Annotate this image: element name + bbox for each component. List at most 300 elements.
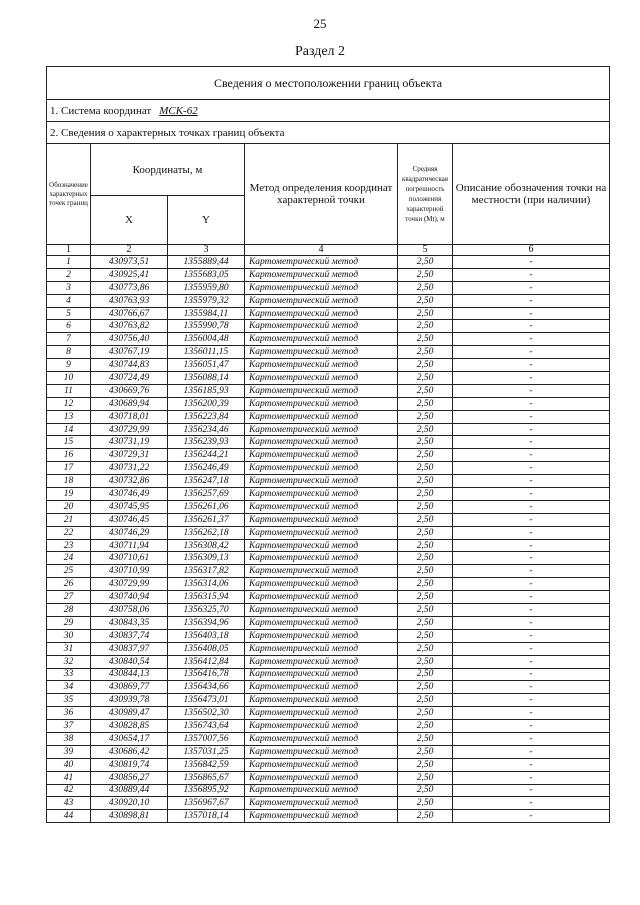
description-cell: - [453,694,610,707]
table-row [47,771,610,784]
point-number-cell: 8 [47,346,91,359]
y-coordinate-cell: 1356004,48 [168,333,245,346]
x-coordinate-cell: 430763,82 [91,320,168,333]
x-coordinate-cell: 430939,78 [91,694,168,707]
x-coordinate-cell: 430740,94 [91,591,168,604]
description-cell: - [453,732,610,745]
y-coordinate-cell: 1356308,42 [168,539,245,552]
error-cell: 2,50 [398,475,453,488]
point-number-cell: 38 [47,732,91,745]
table-row [47,591,610,604]
x-coordinate-cell: 430844,13 [91,668,168,681]
point-number-cell: 20 [47,500,91,513]
point-number-cell: 25 [47,565,91,578]
description-cell: - [453,513,610,526]
method-cell: Картометрический метод [245,565,398,578]
error-cell: 2,50 [398,810,453,823]
method-cell: Картометрический метод [245,281,398,294]
y-coordinate-cell: 1356842,59 [168,758,245,771]
point-number-cell: 15 [47,436,91,449]
x-coordinate-cell: 430746,49 [91,488,168,501]
y-coordinate-cell: 1356895,92 [168,784,245,797]
points-section-title: 2. Сведения о характерных точках границ объекта [47,122,610,144]
y-coordinate-cell: 1356011,15 [168,346,245,359]
point-number-cell: 4 [47,294,91,307]
x-coordinate-cell: 430925,41 [91,268,168,281]
y-coordinate-cell: 1357007,56 [168,732,245,745]
description-cell: - [453,771,610,784]
table-row [47,372,610,385]
y-coordinate-cell: 1357018,14 [168,810,245,823]
table-row [47,320,610,333]
table-row [47,784,610,797]
y-coordinate-cell: 1356246,49 [168,462,245,475]
point-number-cell: 30 [47,629,91,642]
x-coordinate-cell: 430840,54 [91,655,168,668]
table-row [47,436,610,449]
column-number: 1 [47,245,91,256]
y-coordinate-cell: 1356244,21 [168,449,245,462]
method-cell: Картометрический метод [245,294,398,307]
y-coordinate-cell: 1356743,64 [168,720,245,733]
error-cell: 2,50 [398,423,453,436]
point-number-cell: 39 [47,745,91,758]
y-coordinate-cell: 1355979,32 [168,294,245,307]
x-coordinate-cell: 430756,40 [91,333,168,346]
y-coordinate-cell: 1356051,47 [168,359,245,372]
error-cell: 2,50 [398,552,453,565]
y-coordinate-cell: 1356315,94 [168,591,245,604]
error-cell: 2,50 [398,732,453,745]
description-cell: - [453,668,610,681]
method-cell: Картометрический метод [245,629,398,642]
method-cell: Картометрический метод [245,578,398,591]
error-cell: 2,50 [398,591,453,604]
description-cell: - [453,307,610,320]
description-cell: - [453,268,610,281]
description-cell: - [453,526,610,539]
y-coordinate-cell: 1356314,06 [168,578,245,591]
table-row [47,449,610,462]
description-cell: - [453,758,610,771]
description-cell: - [453,449,610,462]
description-cell: - [453,423,610,436]
table-row [47,604,610,617]
method-cell: Картометрический метод [245,655,398,668]
y-coordinate-cell: 1356434,66 [168,681,245,694]
method-cell: Картометрический метод [245,397,398,410]
y-coordinate-cell: 1356185,93 [168,384,245,397]
table-row [47,668,610,681]
error-cell: 2,50 [398,539,453,552]
y-coordinate-cell: 1356088,14 [168,372,245,385]
error-cell: 2,50 [398,616,453,629]
column-number: 3 [168,245,245,256]
table-row [47,423,610,436]
error-cell: 2,50 [398,397,453,410]
error-cell: 2,50 [398,294,453,307]
method-cell: Картометрический метод [245,668,398,681]
description-cell: - [453,629,610,642]
method-cell: Картометрический метод [245,810,398,823]
y-coordinate-cell: 1356967,67 [168,797,245,810]
table-row [47,346,610,359]
x-coordinate-cell: 430973,51 [91,256,168,269]
error-cell: 2,50 [398,526,453,539]
point-number-cell: 29 [47,616,91,629]
table-row [47,526,610,539]
error-cell: 2,50 [398,500,453,513]
method-cell: Картометрический метод [245,384,398,397]
x-coordinate-cell: 430689,94 [91,397,168,410]
point-number-cell: 22 [47,526,91,539]
table-row [47,513,610,526]
y-coordinate-cell: 1356200,39 [168,397,245,410]
error-cell: 2,50 [398,462,453,475]
x-coordinate-cell: 430731,22 [91,462,168,475]
method-cell: Картометрический метод [245,694,398,707]
description-cell: - [453,372,610,385]
error-cell: 2,50 [398,629,453,642]
point-number-cell: 7 [47,333,91,346]
point-number-cell: 27 [47,591,91,604]
y-coordinate-cell: 1356309,13 [168,552,245,565]
page-number: 25 [313,16,327,31]
error-cell: 2,50 [398,268,453,281]
point-number-cell: 18 [47,475,91,488]
description-cell: - [453,616,610,629]
y-coordinate-cell: 1356408,05 [168,642,245,655]
point-number-cell: 2 [47,268,91,281]
header-y: Y [168,196,245,245]
y-coordinate-cell: 1356257,69 [168,488,245,501]
point-number-cell: 9 [47,359,91,372]
method-cell: Картометрический метод [245,591,398,604]
y-coordinate-cell: 1357031,25 [168,745,245,758]
table-row [47,500,610,513]
description-cell: - [453,720,610,733]
y-coordinate-cell: 1356317,82 [168,565,245,578]
method-cell: Картометрический метод [245,307,398,320]
description-cell: - [453,397,610,410]
table-row [47,268,610,281]
x-coordinate-cell: 430869,77 [91,681,168,694]
point-number-cell: 11 [47,384,91,397]
description-cell: - [453,462,610,475]
x-coordinate-cell: 430763,93 [91,294,168,307]
column-number: 2 [91,245,168,256]
table-row [47,307,610,320]
error-cell: 2,50 [398,384,453,397]
point-number-cell: 6 [47,320,91,333]
y-coordinate-cell: 1355990,78 [168,320,245,333]
description-cell: - [453,745,610,758]
description-cell: - [453,578,610,591]
x-coordinate-cell: 430729,99 [91,578,168,591]
point-number-cell: 24 [47,552,91,565]
header-description: Описание обозначения точки на местности (при наличии) [453,144,610,245]
description-cell: - [453,475,610,488]
point-number-cell: 31 [47,642,91,655]
x-coordinate-cell: 430856,27 [91,771,168,784]
table-row [47,384,610,397]
table-row [47,552,610,565]
method-cell: Картометрический метод [245,720,398,733]
x-coordinate-cell: 430729,31 [91,449,168,462]
y-coordinate-cell: 1356502,30 [168,707,245,720]
error-cell: 2,50 [398,333,453,346]
method-cell: Картометрический метод [245,604,398,617]
header-designation: Обозначение характерных точек границ [47,144,91,245]
table-row [47,797,610,810]
error-cell: 2,50 [398,797,453,810]
coordinate-system-row [47,100,610,122]
point-number-cell: 13 [47,410,91,423]
header-x: X [91,196,168,245]
x-coordinate-cell: 430711,94 [91,539,168,552]
y-coordinate-cell: 1356412,84 [168,655,245,668]
method-cell: Картометрический метод [245,552,398,565]
y-coordinate-cell: 1356234,46 [168,423,245,436]
description-cell: - [453,539,610,552]
error-cell: 2,50 [398,320,453,333]
method-cell: Картометрический метод [245,513,398,526]
column-numbers-row [47,245,610,256]
x-coordinate-cell: 430731,19 [91,436,168,449]
method-cell: Картометрический метод [245,488,398,501]
table-row [47,410,610,423]
point-number-cell: 26 [47,578,91,591]
y-coordinate-cell: 1356403,18 [168,629,245,642]
error-cell: 2,50 [398,410,453,423]
section-title: Раздел 2 [294,44,346,59]
description-cell: - [453,281,610,294]
table-row [47,707,610,720]
description-cell: - [453,591,610,604]
header-error: Средняя квадратическая погрешность положения характерной точки (Mt), м [398,144,453,245]
point-number-cell: 23 [47,539,91,552]
table-row [47,629,610,642]
y-coordinate-cell: 1356223,84 [168,410,245,423]
description-cell: - [453,256,610,269]
table-row [47,694,610,707]
point-number-cell: 34 [47,681,91,694]
x-coordinate-cell: 430745,95 [91,500,168,513]
y-coordinate-cell: 1355889,44 [168,256,245,269]
y-coordinate-cell: 1356262,18 [168,526,245,539]
error-cell: 2,50 [398,681,453,694]
description-cell: - [453,604,610,617]
x-coordinate-cell: 430819,74 [91,758,168,771]
error-cell: 2,50 [398,707,453,720]
point-number-cell: 5 [47,307,91,320]
description-cell: - [453,655,610,668]
y-coordinate-cell: 1356239,93 [168,436,245,449]
error-cell: 2,50 [398,488,453,501]
method-cell: Картометрический метод [245,797,398,810]
table-row [47,565,610,578]
description-cell: - [453,681,610,694]
error-cell: 2,50 [398,346,453,359]
point-number-cell: 35 [47,694,91,707]
point-number-cell: 32 [47,655,91,668]
error-cell: 2,50 [398,745,453,758]
error-cell: 2,50 [398,758,453,771]
x-coordinate-cell: 430710,61 [91,552,168,565]
x-coordinate-cell: 430828,85 [91,720,168,733]
coordinate-system-value: МСК-62 [159,104,198,117]
table-row [47,578,610,591]
description-cell: - [453,565,610,578]
method-cell: Картометрический метод [245,526,398,539]
table-row [47,462,610,475]
error-cell: 2,50 [398,720,453,733]
x-coordinate-cell: 430669,76 [91,384,168,397]
point-number-cell: 3 [47,281,91,294]
method-cell: Картометрический метод [245,771,398,784]
y-coordinate-cell: 1356865,67 [168,771,245,784]
table-row [47,745,610,758]
method-cell: Картометрический метод [245,346,398,359]
table-row [47,359,610,372]
method-cell: Картометрический метод [245,681,398,694]
point-number-cell: 40 [47,758,91,771]
description-cell: - [453,436,610,449]
y-coordinate-cell: 1356261,37 [168,513,245,526]
method-cell: Картометрический метод [245,372,398,385]
point-number-cell: 37 [47,720,91,733]
error-cell: 2,50 [398,372,453,385]
x-coordinate-cell: 430744,83 [91,359,168,372]
point-number-cell: 21 [47,513,91,526]
point-number-cell: 1 [47,256,91,269]
y-coordinate-cell: 1356416,78 [168,668,245,681]
point-number-cell: 12 [47,397,91,410]
table-row [47,281,610,294]
error-cell: 2,50 [398,359,453,372]
point-number-cell: 36 [47,707,91,720]
method-cell: Картометрический метод [245,268,398,281]
coordinate-system-label: 1. Система координат [50,104,152,117]
description-cell: - [453,488,610,501]
error-cell: 2,50 [398,256,453,269]
table-row [47,681,610,694]
error-cell: 2,50 [398,668,453,681]
x-coordinate-cell: 430718,01 [91,410,168,423]
point-number-cell: 16 [47,449,91,462]
method-cell: Картометрический метод [245,359,398,372]
x-coordinate-cell: 430767,19 [91,346,168,359]
method-cell: Картометрический метод [245,642,398,655]
table-row [47,732,610,745]
error-cell: 2,50 [398,604,453,617]
method-cell: Картометрический метод [245,616,398,629]
x-coordinate-cell: 430837,97 [91,642,168,655]
column-number: 6 [453,245,610,256]
error-cell: 2,50 [398,655,453,668]
table-row [47,333,610,346]
description-cell: - [453,784,610,797]
error-cell: 2,50 [398,642,453,655]
method-cell: Картометрический метод [245,707,398,720]
method-cell: Картометрический метод [245,475,398,488]
table-title: Сведения о местоположении границ объекта [47,67,610,100]
error-cell: 2,50 [398,307,453,320]
method-cell: Картометрический метод [245,732,398,745]
y-coordinate-cell: 1356394,96 [168,616,245,629]
table-row [47,488,610,501]
point-number-cell: 28 [47,604,91,617]
x-coordinate-cell: 430654,17 [91,732,168,745]
table-row [47,655,610,668]
description-cell: - [453,552,610,565]
description-cell: - [453,320,610,333]
x-coordinate-cell: 430686,42 [91,745,168,758]
table-row [47,256,610,269]
point-number-cell: 43 [47,797,91,810]
point-number-cell: 10 [47,372,91,385]
x-coordinate-cell: 430989,47 [91,707,168,720]
method-cell: Картометрический метод [245,784,398,797]
y-coordinate-cell: 1356261,06 [168,500,245,513]
point-number-cell: 44 [47,810,91,823]
method-cell: Картометрический метод [245,500,398,513]
x-coordinate-cell: 430766,67 [91,307,168,320]
point-number-cell: 33 [47,668,91,681]
point-number-cell: 17 [47,462,91,475]
y-coordinate-cell: 1355959,80 [168,281,245,294]
method-cell: Картометрический метод [245,410,398,423]
error-cell: 2,50 [398,771,453,784]
table-row [47,616,610,629]
error-cell: 2,50 [398,281,453,294]
table-row [47,642,610,655]
method-cell: Картометрический метод [245,462,398,475]
description-cell: - [453,500,610,513]
x-coordinate-cell: 430837,74 [91,629,168,642]
table-row [47,475,610,488]
method-cell: Картометрический метод [245,539,398,552]
method-cell: Картометрический метод [245,745,398,758]
y-coordinate-cell: 1355683,05 [168,268,245,281]
table-row [47,294,610,307]
table-row [47,397,610,410]
table-row [47,720,610,733]
x-coordinate-cell: 430773,86 [91,281,168,294]
x-coordinate-cell: 430746,29 [91,526,168,539]
header-coordinates: Координаты, м [91,144,245,196]
y-coordinate-cell: 1356473,01 [168,694,245,707]
x-coordinate-cell: 430889,44 [91,784,168,797]
error-cell: 2,50 [398,694,453,707]
boundary-points-table [46,66,610,823]
method-cell: Картометрический метод [245,320,398,333]
description-cell: - [453,797,610,810]
table-row [47,810,610,823]
y-coordinate-cell: 1356325,70 [168,604,245,617]
error-cell: 2,50 [398,578,453,591]
error-cell: 2,50 [398,449,453,462]
description-cell: - [453,346,610,359]
x-coordinate-cell: 430920,10 [91,797,168,810]
description-cell: - [453,333,610,346]
error-cell: 2,50 [398,784,453,797]
description-cell: - [453,707,610,720]
point-number-cell: 41 [47,771,91,784]
error-cell: 2,50 [398,565,453,578]
method-cell: Картометрический метод [245,436,398,449]
description-cell: - [453,642,610,655]
